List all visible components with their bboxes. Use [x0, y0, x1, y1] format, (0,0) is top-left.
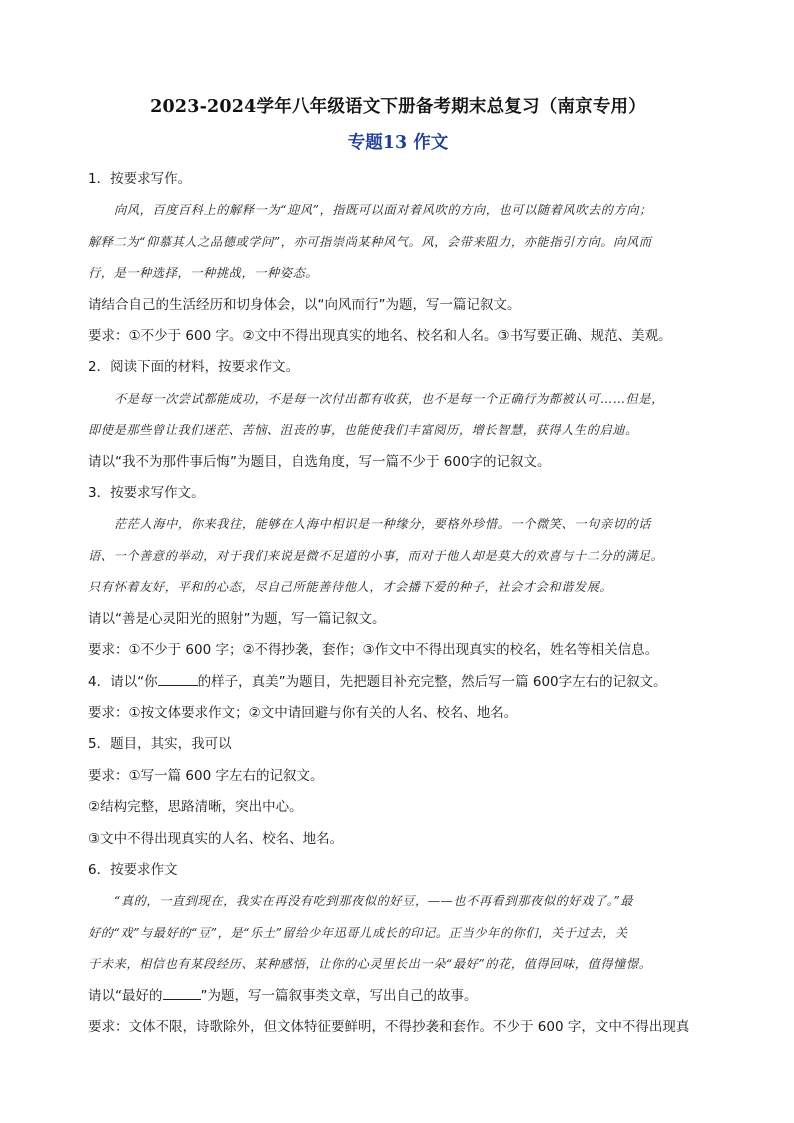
question-4-requirements: 要求：①按文体要求作文；②文中请回避与你有关的人名、校名、地名。 — [88, 704, 518, 721]
fill-in-blank — [163, 985, 201, 1000]
question-4-heading-before: 4．请以“你 — [88, 673, 158, 690]
question-1-material-line: 解释二为“仰慕其人之品德或学问”，亦可指崇尚某种风气。风，会带来阻力，亦能指引方向。向风而 — [88, 234, 652, 249]
question-2-prompt: 请以“我不为那件事后悔”为题目，自选角度，写一篇不少于 600字的记叙文。 — [88, 453, 551, 470]
question-5-requirement: ②结构完整，思路清晰，突出中心。 — [88, 799, 303, 816]
question-3-prompt: 请以“善是心灵阳光的照射”为题，写一篇记叙文。 — [88, 610, 386, 627]
question-6-material-line: 于未来，相信也有某段经历、某种感悟，让你的心灵里长出一朵“最好”的花，值得回味，值得憧憬。 — [88, 957, 652, 972]
question-6-prompt-before: 请以“最好的 — [88, 987, 163, 1004]
question-2-material-line: 即使是那些曾让我们迷茫、苦恼、沮丧的事，也能使我们丰富阅历，增长智慧，获得人生的启迪。 — [88, 423, 638, 438]
question-6-material-line: 好的“戏”与最好的“豆”，是“乐土”留给少年迅哥儿成长的印记。正当少年的你们，关于过去，关 — [88, 925, 628, 940]
question-3-material-line: 语、一个善意的举动，对于我们来说是微不足道的小事，而对于他人却是莫大的欢喜与十二分的满足。 — [88, 548, 664, 563]
question-6-prompt — [88, 981, 708, 1012]
question-5-requirement: ③文中不得出现真实的人名、校名、地名。 — [88, 830, 344, 847]
question-3-requirements: 要求：①不少于 600 字；②不得抄袭，套作；③作文中不得出现真实的校名，姓名等相关信息。 — [88, 642, 659, 659]
question-4 — [88, 667, 708, 730]
question-1-material-line: 向风，百度百科上的解释一为“迎风”，指既可以面对着风吹的方向，也可以随着风吹去的方向； — [114, 203, 652, 218]
question-3-material-line: 茫茫人海中，你来我往，能够在人海中相识是一种缘分，要格外珍惜。一个微笑、一句亲切的话 — [114, 517, 652, 532]
question-1-requirements: 要求：①不少于 600 字。②文中不得出现真实的地名、校名和人名。③书写要正确、规范、美观。 — [88, 328, 672, 345]
question-6-prompt-after: ”为题，写一篇叙事类文章，写出自己的故事。 — [200, 987, 478, 1004]
question-4-heading — [88, 667, 708, 698]
question-2 — [88, 352, 708, 478]
question-3-material-line: 只有怀着友好，平和的心态，尽自己所能善待他人，才会播下爱的种子，社会才会和谐发展。 — [88, 580, 613, 595]
question-6-material-line: “真的，一直到现在，我实在再没有吃到那夜似的好豆，——也不再看到那夜似的好戏了。”最 — [114, 894, 634, 909]
page-subtitle: 专题13 作文 — [347, 133, 449, 153]
fill-in-blank — [158, 671, 198, 686]
question-1 — [88, 164, 708, 352]
question-5-heading: 5．题目，其实，我可以 — [88, 736, 232, 753]
question-5-requirement: 要求：①写一篇 600 字左右的记叙文。 — [88, 767, 324, 784]
question-1-prompt: 请结合自己的生活经历和切身体会，以“向风而行”为题，写一篇记叙文。 — [88, 296, 521, 313]
question-1-material-line: 行，是一种选择，一种挑战，一种姿态。 — [88, 266, 319, 281]
question-6-heading: 6．按要求作文 — [88, 861, 178, 878]
question-3-heading: 3．按要求写作文。 — [88, 485, 205, 502]
question-2-material-line: 不是每一次尝试都能成功，不是每一次付出都有收获，也不是每一个正确行为都被认可……但是， — [114, 391, 664, 406]
question-6-requirements: 要求：文体不限，诗歌除外，但文体特征要鲜明，不得抄袭和套作。不少于 600 字，文中不得出现真 — [88, 1018, 690, 1035]
question-2-heading: 2．阅读下面的材料，按要求作文。 — [88, 359, 300, 376]
page-title: 2023-2024学年八年级语文下册备考期末总复习（南京专用） — [150, 97, 646, 117]
question-3 — [88, 478, 708, 666]
question-6 — [88, 855, 708, 1043]
question-4-heading-after: 的样子，真美”为题目，先把题目补充完整，然后写一篇 600字左右的记叙文。 — [197, 673, 667, 690]
question-1-heading: 1．按要求写作。 — [88, 171, 192, 187]
question-5 — [88, 729, 708, 855]
